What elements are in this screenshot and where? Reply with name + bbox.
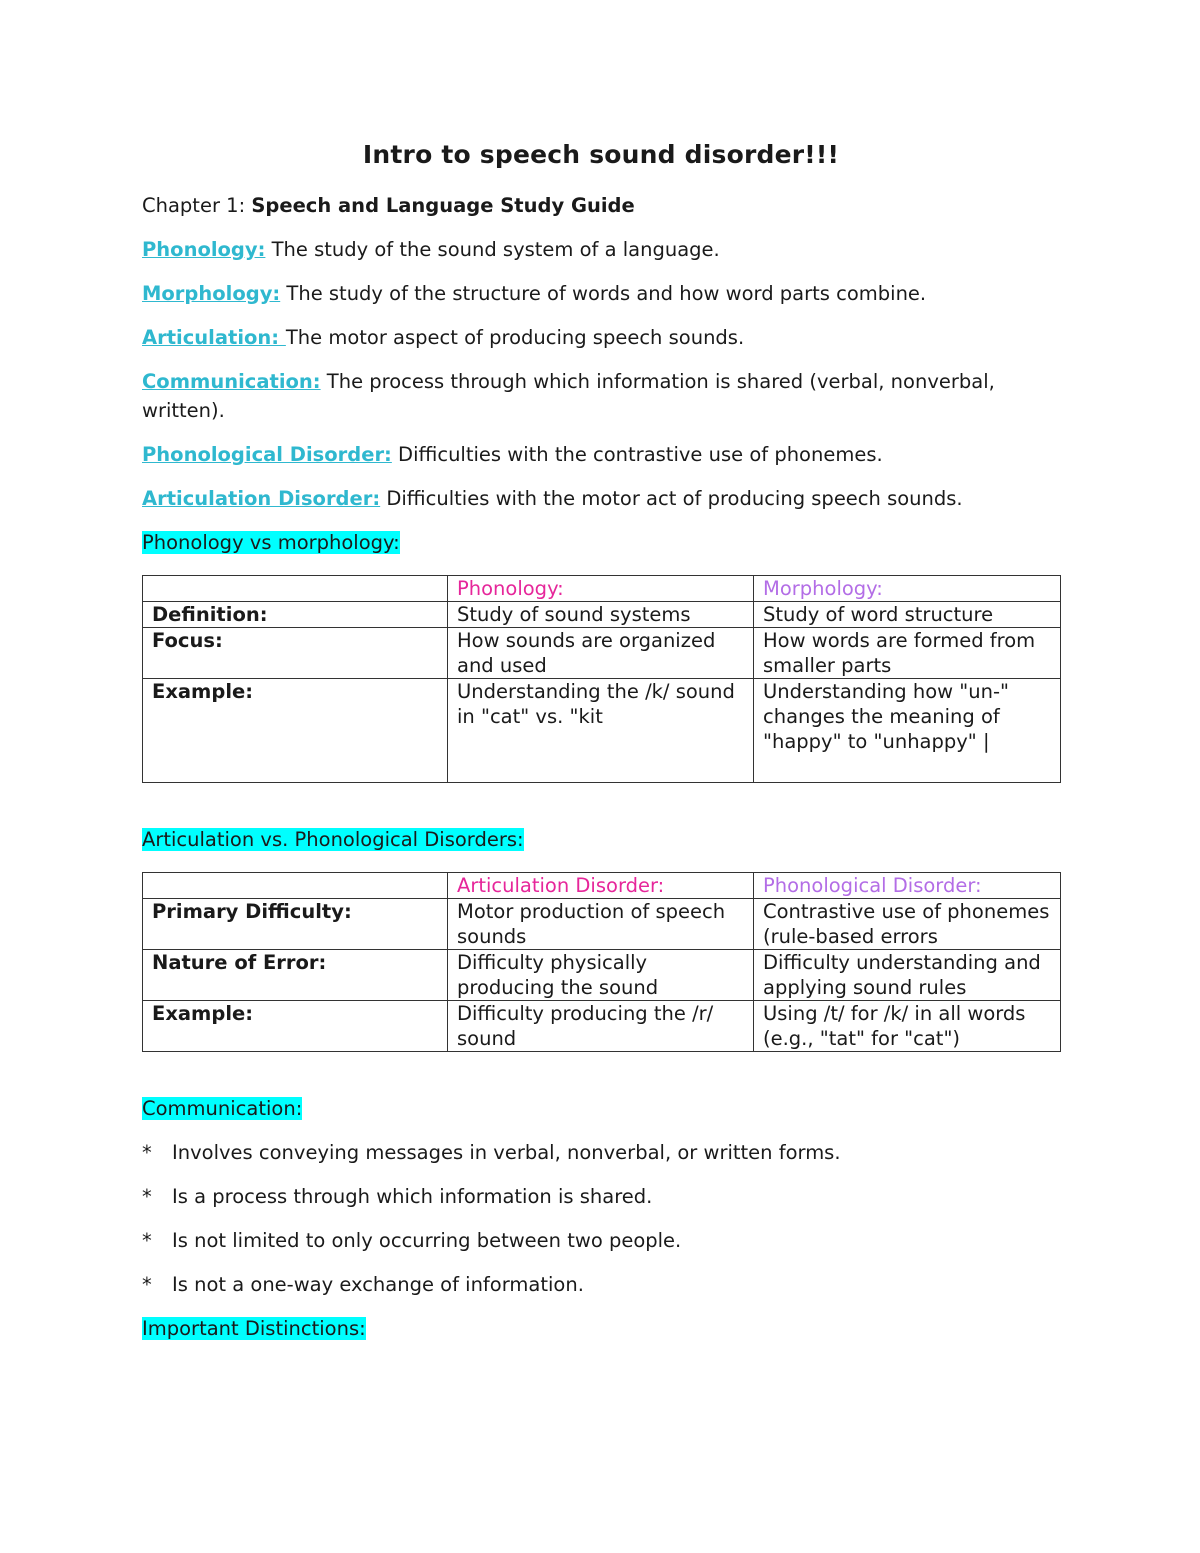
table-header-row bbox=[143, 576, 1061, 602]
list-item bbox=[142, 1226, 1060, 1255]
row-label: Primary Difficulty: bbox=[143, 899, 448, 950]
chapter-line bbox=[142, 191, 1060, 220]
list-item bbox=[142, 1182, 1060, 1211]
definition-articulation bbox=[142, 323, 1060, 352]
row-label: Nature of Error: bbox=[143, 950, 448, 1001]
table-cell: Understanding how "un-" changes the meaning of "happy" to "unhappy" | bbox=[754, 679, 1061, 783]
table-cell: Difficulty physically producing the sound bbox=[448, 950, 754, 1001]
definition-text: The motor aspect of producing speech sounds. bbox=[285, 326, 745, 349]
chapter-prefix: Chapter 1: bbox=[142, 194, 252, 217]
definition-term: Communication: bbox=[142, 370, 321, 393]
list-item-text: Is not a one-way exchange of information. bbox=[172, 1273, 584, 1296]
table-cell: How sounds are organized and used bbox=[448, 628, 754, 679]
list-item-text: Is not limited to only occurring between two people. bbox=[172, 1229, 682, 1252]
table-cell: Study of word structure bbox=[754, 602, 1061, 628]
communication-heading: Communication: bbox=[142, 1097, 303, 1120]
definition-communication bbox=[142, 367, 1060, 425]
table-row bbox=[143, 602, 1061, 628]
bullet-mark: * bbox=[142, 1141, 152, 1164]
definition-term: Articulation: bbox=[142, 326, 286, 349]
table-header-cell: Articulation Disorder: bbox=[448, 873, 754, 899]
definition-morphology bbox=[142, 279, 1060, 308]
chapter-name: Speech and Language Study Guide bbox=[251, 194, 635, 217]
table-header-cell: Phonological Disorder: bbox=[754, 873, 1061, 899]
table1-heading: Phonology vs morphology: bbox=[142, 531, 400, 554]
table-cell: Difficulty understanding and applying sound rules bbox=[754, 950, 1061, 1001]
table1-heading-line bbox=[142, 528, 1060, 557]
definition-text: The process through which information is shared (verbal, nonverbal, written). bbox=[142, 370, 995, 422]
phonology-morphology-table bbox=[142, 575, 1061, 783]
table-header-row bbox=[143, 873, 1061, 899]
definition-articulation-disorder bbox=[142, 484, 1060, 513]
table-cell: How words are formed from smaller parts bbox=[754, 628, 1061, 679]
distinctions-heading-line bbox=[142, 1314, 1060, 1343]
table-header-cell-empty bbox=[143, 873, 448, 899]
definition-term: Phonology: bbox=[142, 238, 266, 261]
table-cell: Motor production of speech sounds bbox=[448, 899, 754, 950]
definition-text: The study of the structure of words and how word parts combine. bbox=[280, 282, 927, 305]
table-row bbox=[143, 899, 1061, 950]
definition-text: Difficulties with the contrastive use of phonemes. bbox=[391, 443, 883, 466]
bullet-mark: * bbox=[142, 1229, 152, 1252]
table2-heading: Articulation vs. Phonological Disorders: bbox=[142, 828, 524, 851]
list-item-text: Involves conveying messages in verbal, nonverbal, or written forms. bbox=[172, 1141, 841, 1164]
articulation-phonological-table bbox=[142, 872, 1061, 1052]
distinctions-heading: Important Distinctions: bbox=[142, 1317, 366, 1340]
list-item bbox=[142, 1270, 1060, 1299]
list-item bbox=[142, 1138, 1060, 1167]
table-header-cell: Morphology: bbox=[754, 576, 1061, 602]
table-cell: Difficulty producing the /r/ sound bbox=[448, 1001, 754, 1052]
list-item-text: Is a process through which information is shared. bbox=[172, 1185, 653, 1208]
definition-text: Difficulties with the motor act of producing speech sounds. bbox=[380, 487, 963, 510]
definition-term: Articulation Disorder: bbox=[142, 487, 381, 510]
definition-term: Morphology: bbox=[142, 282, 281, 305]
table-row bbox=[143, 1001, 1061, 1052]
table-cell: Understanding the /k/ sound in "cat" vs. "kit bbox=[448, 679, 754, 783]
table-row bbox=[143, 950, 1061, 1001]
definition-text: The study of the sound system of a language. bbox=[265, 238, 720, 261]
table2-heading-line bbox=[142, 825, 1060, 854]
bullet-mark: * bbox=[142, 1273, 152, 1296]
table-cell: Contrastive use of phonemes (rule-based errors bbox=[754, 899, 1061, 950]
table-header-cell-empty bbox=[143, 576, 448, 602]
document-body bbox=[142, 140, 1060, 1358]
table-row bbox=[143, 628, 1061, 679]
table-cell: Using /t/ for /k/ in all words (e.g., "tat" for "cat") bbox=[754, 1001, 1061, 1052]
table-header-cell: Phonology: bbox=[448, 576, 754, 602]
table-cell: Study of sound systems bbox=[448, 602, 754, 628]
definition-phonological-disorder bbox=[142, 440, 1060, 469]
row-label: Focus: bbox=[143, 628, 448, 679]
communication-heading-line bbox=[142, 1094, 1060, 1123]
row-label: Example: bbox=[143, 1001, 448, 1052]
table-row bbox=[143, 679, 1061, 783]
row-label: Definition: bbox=[143, 602, 448, 628]
page-title: Intro to speech sound disorder!!! bbox=[362, 140, 840, 169]
definition-term: Phonological Disorder: bbox=[142, 443, 392, 466]
row-label: Example: bbox=[143, 679, 448, 783]
bullet-mark: * bbox=[142, 1185, 152, 1208]
definition-phonology bbox=[142, 235, 1060, 264]
